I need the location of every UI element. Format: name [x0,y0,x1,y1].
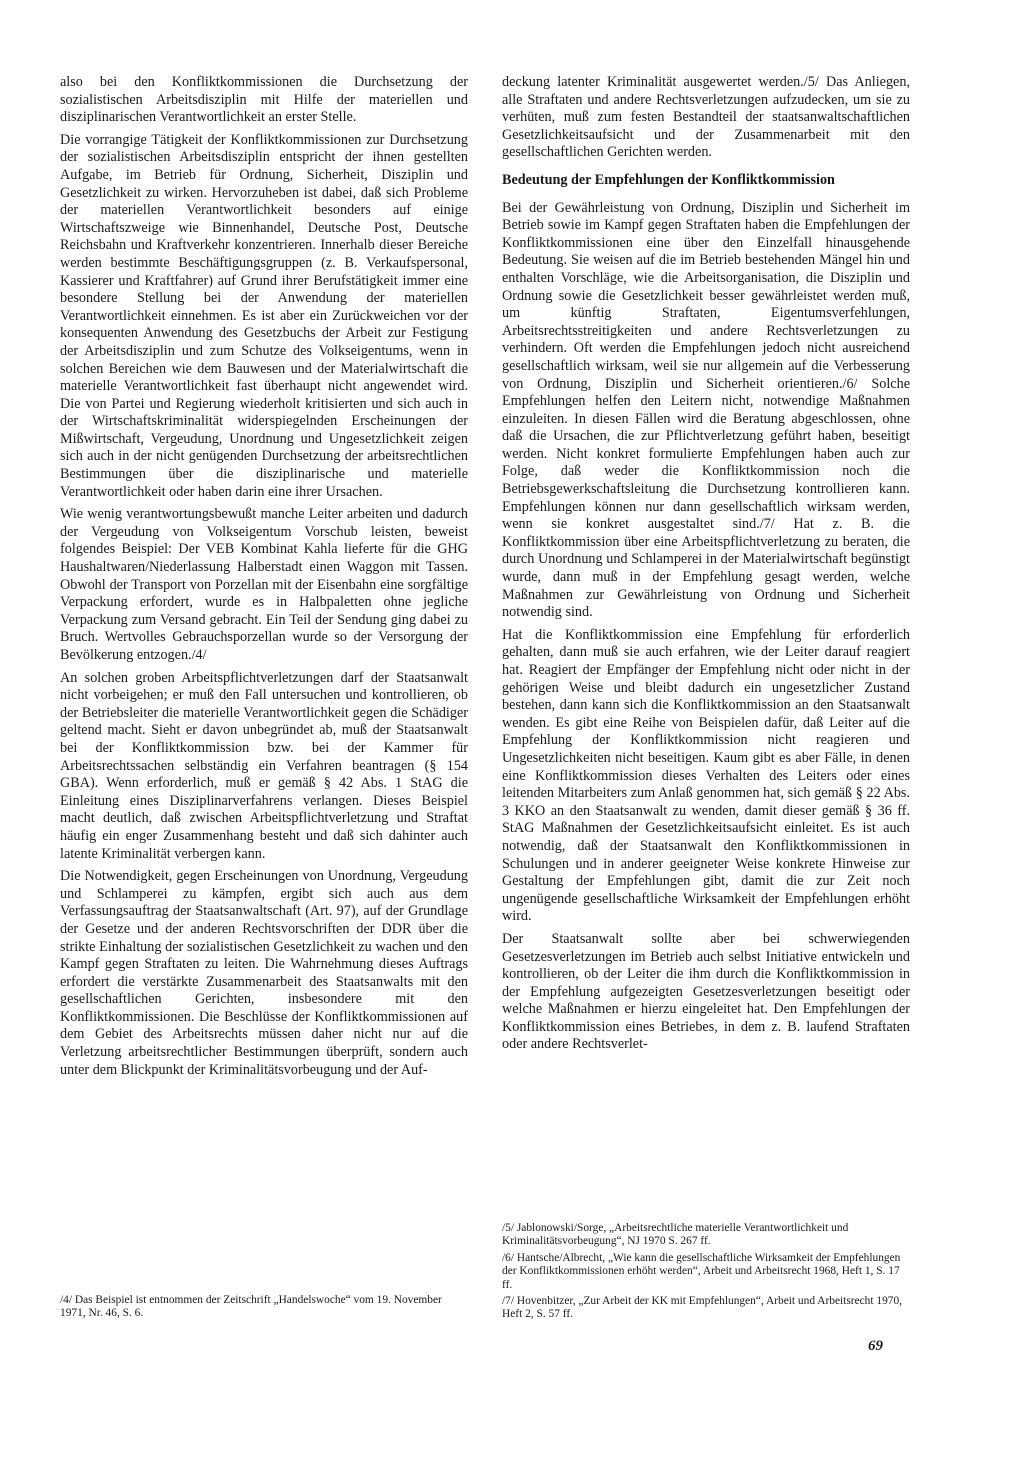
paragraph: Hat die Konfliktkommission eine Empfehlung für erforderlich gehalten, dann muß sie auch erfahren, wie der Leiter darauf reagiert hat. Reagiert der Empfänger der Empfehlung nicht oder nicht in der gehörigen Weise und bleibt dadurch ein ungesetzlicher Zustand bestehen, dann kann sich die Konfliktkommission an den Staatsanwalt wenden. Es gibt eine Reihe von Beispielen dafür, daß Leiter auf die Empfehlung der Konfliktkommission nicht reagieren und Ungesetzlichkeiten nicht beseitigen. Kaum gibt es aber Fälle, in denen eine Konfliktkommission dieses Verhalten des Leiters oder eines leitenden Mitarbeiters zum Anlaß genommen hat, sich gemäß § 22 Abs. 3 KKO an den Staatsanwalt zu wenden, damit dieser gemäß § 36 ff. StAG Maßnahmen der Gesetzlichkeitsaufsicht einleitet. Es ist auch notwendig, daß der Staatsanwalt den Konfliktkommissionen in Schulungen und in anderer geeigneter Weise konkrete Hinweise zur Gestaltung der Empfehlungen gibt, damit die zur Zeit noch ungenügende gesellschaftliche Wirksamkeit der Empfehlungen erhöht wird. [502,626,910,925]
footnotes-right [502,1222,910,1325]
paragraph: An solchen groben Arbeitspflichtverletzungen darf der Staatsanwalt nicht vorbeigehen; er muß den Fall untersuchen und kontrollieren, ob der Betriebsleiter die materielle Verantwortlichkeit gegen die Schädiger geltend macht. Sieht er davon unbegründet ab, muß der Staatsanwalt bei der Konfliktkommission bzw. bei der Kammer für Arbeitsrechtssachen selbständig ein Verfahren beantragen (§ 154 GBA). Wenn erforderlich, muß er gemäß § 42 Abs. 1 StAG die Einleitung eines Disziplinarverfahrens verlangen. Dieses Beispiel macht deutlich, daß zwischen Arbeitspflichtverletzung und Straftat häufig ein enger Zusammenhang besteht und daß sich dahinter auch latente Kriminalität verbergen kann. [60,669,468,862]
paragraph: Die Notwendigkeit, gegen Erscheinungen von Unordnung, Vergeudung und Schlamperei zu kämpfen, ergibt sich auch aus dem Verfassungsauftrag der Staatsanwaltschaft (Art. 97), auf der Grundlage der Gesetze und der anderen Rechtsvorschriften der DDR über die strikte Einhaltung der sozialistischen Gesetzlichkeit zu wachen und den Kampf gegen Straftaten zu leiten. Die Wahrnehmung dieses Auftrags erfordert die verstärkte Zusammenarbeit des Staatsanwalts mit den gesellschaftlichen Gerichten, insbesondere mit den Konfliktkommissionen. Die Beschlüsse der Konfliktkommissionen auf dem Gebiet des Arbeitsrechts müssen daher nicht nur auf die Verletzung arbeitsrechtlicher Bestimmungen überprüft, sondern auch unter dem Blickpunkt der Kriminalitätsvorbeugung und der Auf- [60,868,468,1078]
footnotes-left [60,1294,468,1324]
paragraph: Die vorrangige Tätigkeit der Konfliktkommissionen zur Durchsetzung der sozialistischen Arbeitsdisziplin entspricht der ihnen gestellten Aufgabe, im Betrieb für Ordnung, Sicherheit, Disziplin und Gesetzlichkeit zu wirken. Hervorzuheben ist dabei, daß sich Probleme der materiellen Verantwortlichkeit besonders auf einige Wirtschaftszweige wie Binnenhandel, Deutsche Post, Deutsche Reichsbahn und Kraftverkehr konzentrieren. Innerhalb dieser Bereiche werden bestimmte Beschäftigungsgruppen (z. B. Verkaufspersonal, Kassierer und Kraftfahrer) auf Grund ihrer Berufstätigkeit immer eine besondere Stellung bei der Anwendung der materiellen Verantwortlichkeit einnehmen. Es ist aber ein Zurückweichen vor der konsequenten Anwendung des Gesetzbuchs der Arbeit zur Festigung der Arbeitsdisziplin und zum Schutze des Volkseigentums, wenn in solchen Bereichen wie dem Bauwesen und der Materialwirtschaft die materielle Verantwortlichkeit fast überhaupt nicht angewendet wird. Die von Partei und Regierung wiederholt kritisierten und sich auch in der Wirtschaftskriminalität widerspiegelnden Erscheinungen der Mißwirtschaft, Vergeudung, Unordnung und Ungesetzlichkeit zeigen sich auch in der nicht genügenden Durchsetzung der arbeitsrechtlichen Bestimmungen über die disziplinarische und materielle Verantwortlichkeit oder haben darin eine ihrer Ursachen. [60,131,468,500]
paragraph: deckung latenter Kriminalität ausgewertet werden./5/ Das Anliegen, alle Straftaten und andere Rechtsverletzungen aufzudecken, um sie zu verhüten, muß zum festen Bestandteil der staatsanwaltschaftlichen Gesetzlichkeitsaufsicht und der Zusammenarbeit mit den gesellschaftlichen Gerichten werden. [502,74,910,161]
page-number: 69 [868,1338,883,1354]
footnote: /7/ Hovenbitzer, „Zur Arbeit der KK mit Empfehlungen“, Arbeit und Arbeitsrecht 1970, Heft 2, S. 57 ff. [502,1295,903,1321]
footnote: /4/ Das Beispiel ist entnommen der Zeitschrift „Handelswoche“ vom 19. November 1971, Nr. 46, S. 6. [60,1294,442,1320]
paragraph: Der Staatsanwalt sollte aber bei schwerwiegenden Gesetzesverletzungen im Betrieb auch selbst Initiative entwickeln und kontrollieren, ob der Leiter die ihm durch die Konfliktkommission in der Empfehlung aufgezeigten Gesetzesverletzungen beseitigt oder welche Maßnahmen er hierzu eingeleitet hat. Den Empfehlungen der Konfliktkommission eines Betriebes, in dem z. B. laufend Straftaten oder andere Rechtsverlet- [502,930,910,1053]
paragraph: Bei der Gewährleistung von Ordnung, Disziplin und Sicherheit im Betrieb sowie im Kampf gegen Straftaten haben die Empfehlungen der Konfliktkommissionen eine über den Einzelfall hinausgehende Bedeutung. Sie weisen auf die im Betrieb bestehenden Mängel hin und enthalten Vorschläge, wie die Arbeitsorganisation, die Disziplin und Ordnung sowie die Gesetzlichkeit besser gewährleistet werden muß, um künftig Straftaten, Eigentumsverfehlungen, Arbeitsrechtsstreitigkeiten und andere Rechtsverletzungen zu verhindern. Oft werden die Empfehlungen jedoch nicht ausreichend gesellschaftlich wirksam, weil sie nur allgemein auf die Verbesserung von Ordnung, Disziplin und Sicherheit orientieren./6/ Solche Empfehlungen helfen den Leitern nicht, notwendige Maßnahmen einzuleiten. In diesen Fällen wird die Beratung abgeschlossen, ohne daß die Ursachen, die zur Pflichtverletzung geführt haben, beseitigt werden. Nicht konkret formulierte Empfehlungen haben auch zur Folge, daß weder die Konfliktkommission noch die Betriebsgewerkschaftsleitung die Durchsetzung kontrollieren kann. Empfehlungen können nur dann gesellschaftlich wirksam werden, wenn sie konkret ausgestaltet sind./7/ Hat z. B. die Konfliktkommission über eine Arbeitspflichtverletzung zu beraten, die durch Unordnung und Schlamperei in der Materialwirtschaft begünstigt wurde, dann muß in der Empfehlung gesagt werden, welche Maßnahmen zur Gewährleistung von Ordnung und Sicherheit notwendig sind. [502,199,910,621]
section-heading: Bedeutung der Empfehlungen der Konfliktkommission [502,171,835,188]
footnote: /6/ Hantsche/Albrecht, „Wie kann die gesellschaftliche Wirksamkeit der Empfehlungen der Konfliktkommissionen erhöht werden“, Arbeit und Arbeitsrecht 1968, Heft 1, S. 17 ff. [502,1251,901,1291]
footnote: /5/ Jablonowski/Sorge, „Arbeitsrechtliche materielle Verantwortlichkeit und Kriminalitätsvorbeugung“, NJ 1970 S. 267 ff. [502,1222,849,1248]
paragraph: also bei den Konfliktkommissionen die Durchsetzung der sozialistischen Arbeitsdisziplin mit Hilfe der materiellen und disziplinarischen Verantwortlichkeit an erster Stelle. [60,74,468,126]
right-column [502,74,910,1059]
left-column [60,74,468,1084]
paragraph: Wie wenig verantwortungsbewußt manche Leiter arbeiten und dadurch der Vergeudung von Volkseigentum Vorschub leisten, beweist folgendes Beispiel: Der VEB Kombinat Kahla lieferte für die GHG Haushaltwaren/Niederlassung Halberstadt einen Waggon mit Tassen. Obwohl der Transport von Porzellan mit der Eisenbahn eine sorgfältige Verpackung erfordert, wurde es in Halbpaletten ohne jegliche Verpackung zum Versand gebracht. Ein Teil der Sendung ging dabei zu Bruch. Wertvolles Gebrauchsporzellan wurde so der Versorgung der Bevölkerung entzogen./4/ [60,506,468,663]
